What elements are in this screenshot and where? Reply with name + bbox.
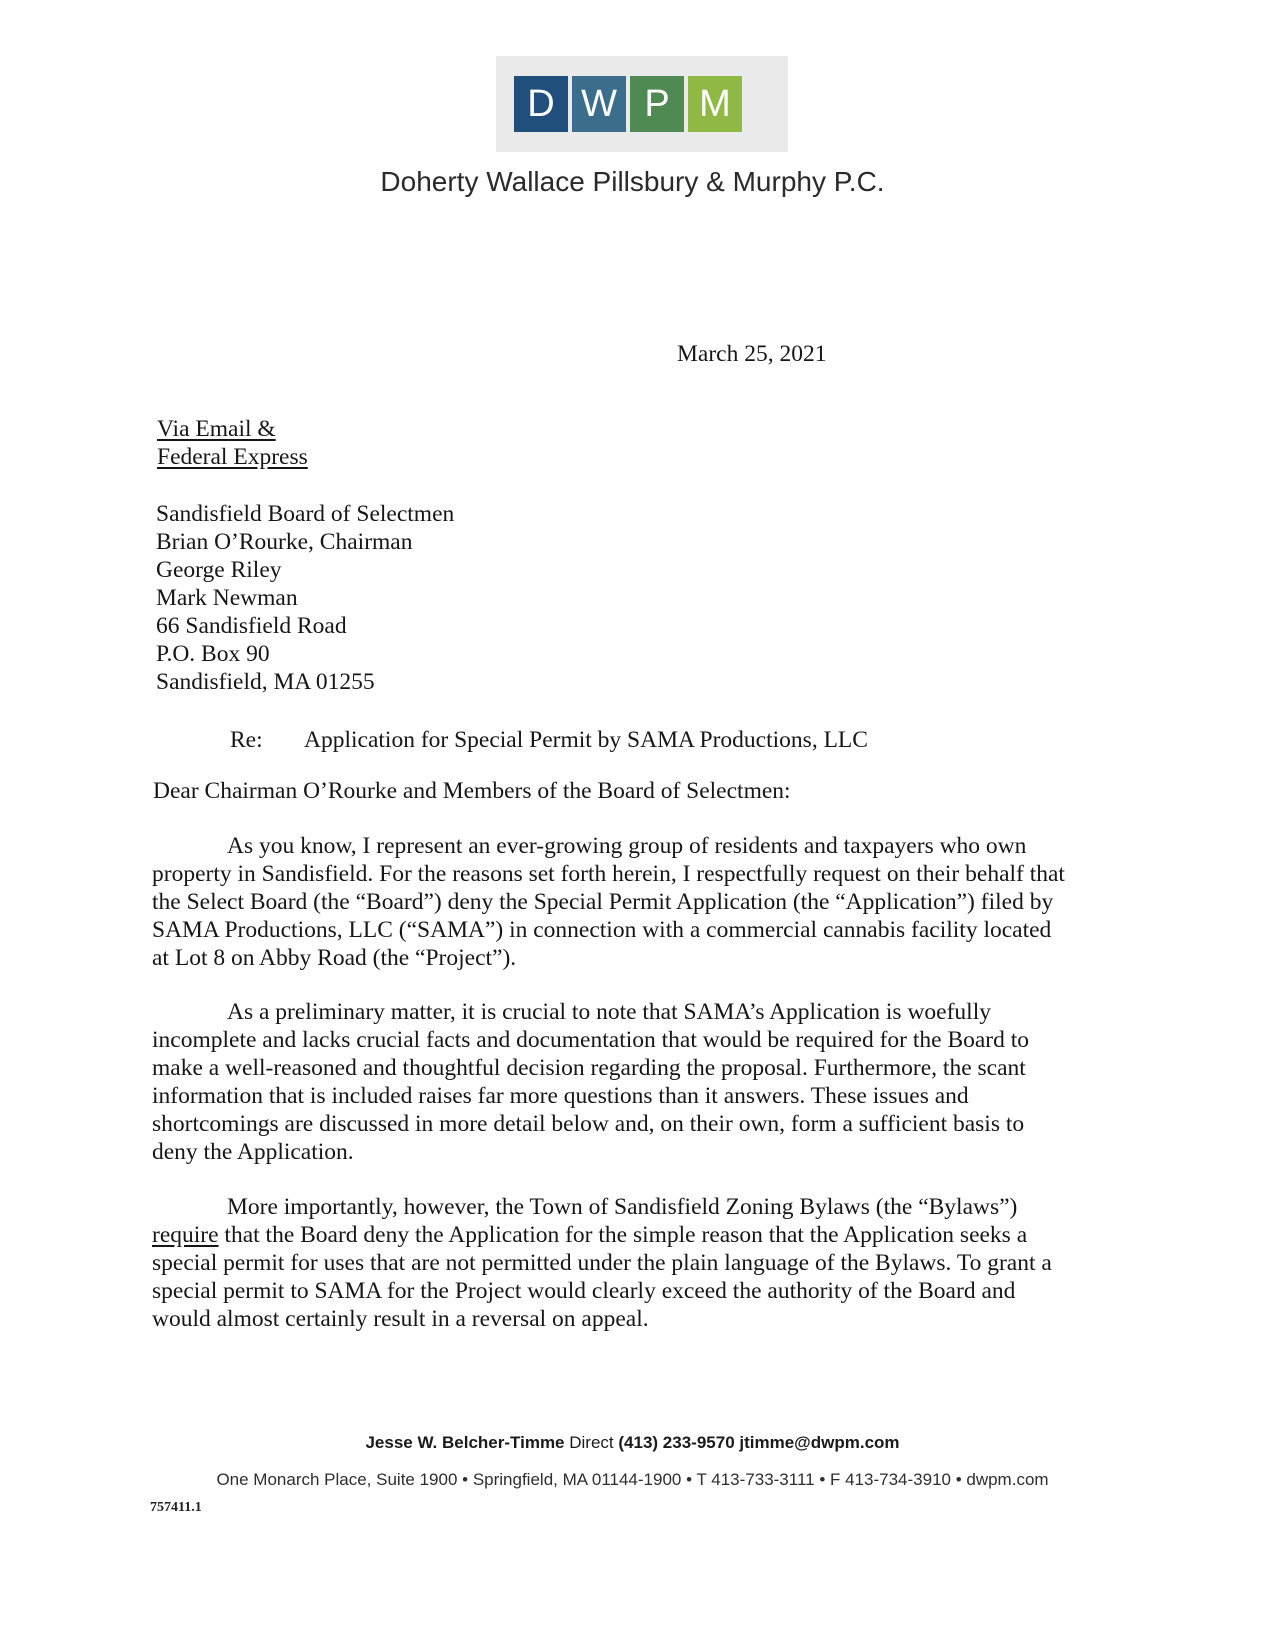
recipient-line: George Riley (156, 557, 282, 583)
paragraph-line: SAMA Productions, LLC (“SAMA”) in connection with a commercial cannabis facility located (152, 917, 1052, 943)
body-paragraph-3 (152, 1193, 1117, 1333)
paragraph-line: More importantly, however, the Town of Sandisfield Zoning Bylaws (the “Bylaws”) (227, 1194, 1018, 1220)
delivery-method (157, 415, 308, 471)
delivery-line-1: Via Email & (157, 416, 276, 442)
logo-letter-m: M (688, 76, 742, 132)
recipient-line: Mark Newman (156, 585, 298, 611)
logo-letter-d: D (514, 76, 568, 132)
paragraph-line: would almost certainly result in a reversal on appeal. (152, 1306, 649, 1332)
direct-label: Direct (569, 1433, 614, 1452)
recipient-line: Sandisfield Board of Selectmen (156, 501, 455, 527)
recipient-line: 66 Sandisfield Road (156, 613, 347, 639)
firm-name: Doherty Wallace Pillsbury & Murphy P.C. (380, 166, 885, 197)
re-subject: Application for Special Permit by SAMA Productions, LLC (304, 727, 868, 753)
body-paragraph-2 (152, 998, 1117, 1166)
footer-contact (0, 1433, 1265, 1453)
paragraph-line-rest: that the Board deny the Application for the simple reason that the Application seeks a (218, 1222, 1028, 1248)
paragraph-line: shortcomings are discussed in more detail below and, on their own, form a sufficient basis to (152, 1111, 1025, 1137)
paragraph-line: property in Sandisfield. For the reasons set forth herein, I respectfully request on their behalf that (152, 861, 1065, 887)
recipient-line: P.O. Box 90 (156, 641, 270, 667)
recipient-line: Brian O’Rourke, Chairman (156, 529, 413, 555)
paragraph-line: incomplete and lacks crucial facts and documentation that would be required for the Board to (152, 1027, 1030, 1053)
document-number: 757411.1 (150, 1500, 202, 1515)
paragraph-line: deny the Application. (152, 1139, 354, 1165)
paragraph-line (152, 1221, 1117, 1249)
paragraph-line: the Select Board (the “Board”) deny the Special Permit Application (the “Application”) filed by (152, 889, 1054, 915)
logo-letter-w: W (572, 76, 626, 132)
attorney-name: Jesse W. Belcher-Timme (365, 1433, 565, 1452)
paragraph-line: special permit for uses that are not permitted under the plain language of the Bylaws. To grant a (152, 1250, 1052, 1276)
recipient-line: Sandisfield, MA 01255 (156, 669, 375, 695)
logo-letter-p: P (630, 76, 684, 132)
paragraph-line: at Lot 8 on Abby Road (the “Project”). (152, 945, 517, 971)
paragraph-line: special permit to SAMA for the Project would clearly exceed the authority of the Board and (152, 1278, 1016, 1304)
firm-address-line: One Monarch Place, Suite 1900 • Springfield, MA 01144-1900 • T 413-733-3111 • F 413-734-3910 • dwpm.com (216, 1470, 1049, 1489)
re-label: Re: (230, 727, 263, 753)
direct-phone: (413) 233-9570 (618, 1433, 735, 1452)
body-paragraph-1 (152, 832, 1117, 972)
salutation: Dear Chairman O’Rourke and Members of the Board of Selectmen: (153, 778, 791, 804)
paragraph-line: information that is included raises far more questions than it answers. These issues and (152, 1083, 969, 1109)
letter-date: March 25, 2021 (677, 341, 827, 367)
paragraph-line: As you know, I represent an ever-growing group of residents and taxpayers who own (227, 833, 1027, 859)
firm-logo (496, 56, 788, 152)
delivery-line-2: Federal Express (157, 444, 308, 470)
emphasis-word: require (152, 1222, 219, 1248)
recipient-address (156, 500, 454, 696)
paragraph-line: make a well-reasoned and thoughtful decision regarding the proposal. Furthermore, the scant (152, 1055, 1026, 1081)
attorney-email: jtimme@dwpm.com (739, 1433, 900, 1452)
paragraph-line: As a preliminary matter, it is crucial to note that SAMA’s Application is woefully (227, 999, 991, 1025)
